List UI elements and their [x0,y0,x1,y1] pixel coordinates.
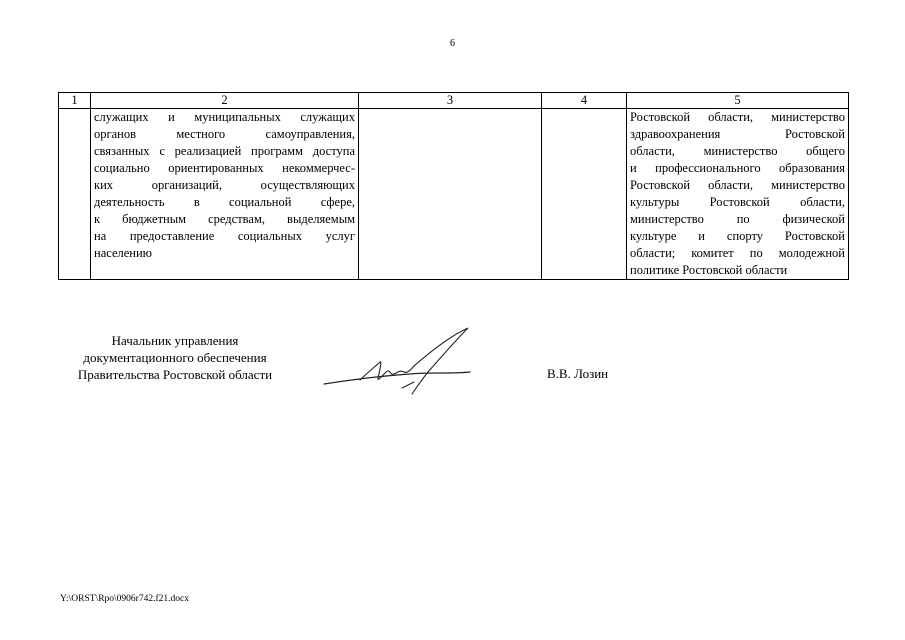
cell-text-line: области; комитет по молодежной [630,246,845,260]
cell-text-line: на предоставление социальных услуг [94,229,355,243]
file-path: Y:\ORST\Rpo\0906r742.f21.docx [60,594,189,604]
cell-col-3 [359,109,542,280]
header-col-4: 4 [542,93,627,109]
table-header-row [59,93,849,109]
signer-name: В.В. Лозин [547,366,609,381]
cell-text-line: политике Ростовской области [630,263,788,277]
page-number: 6 [450,38,455,49]
header-col-1: 1 [59,93,91,109]
cell-col-2 [91,109,359,280]
cell-col-5 [627,109,849,280]
signer-title-line: Правительства Ростовской области [77,367,273,382]
cell-col-4 [542,109,627,280]
header-col-5: 5 [627,93,849,109]
header-col-2: 2 [91,93,359,109]
header-col-3: 3 [359,93,542,109]
cell-text-line: культуре и спорту Ростовской [630,229,845,243]
cell-text-line: деятельность в социальной сфере, [94,195,355,209]
cell-text-line: и профессионального образования [630,161,845,175]
cell-text-line: служащих и муниципальных служащих [94,110,355,124]
signer-title-line: документационного обеспечения [83,350,267,365]
cell-text-line: органов местного самоуправления, [94,127,355,141]
document-table [58,92,849,280]
table-row [59,109,849,280]
cell-text-line: связанных с реализацией программ доступа [94,144,355,158]
cell-text-line: к бюджетным средствам, выделяемым [94,212,355,226]
cell-col-1 [59,109,91,280]
cell-text-line: области, министерство общего [630,144,845,158]
cell-text-line: Ростовской области, министерство [630,110,845,124]
cell-text-line: здравоохранения Ростовской [630,127,845,141]
signer-title-line: Начальник управления [111,333,239,348]
cell-text-line: социально ориентированных некоммерчес- [94,161,355,175]
cell-text-line: населению [94,246,152,260]
handwritten-signature [320,322,480,402]
cell-text-line: министерство по физической [630,212,845,226]
cell-text-line: ких организаций, осуществляющих [94,178,355,192]
signer-title [60,332,290,383]
cell-text-line: Ростовской области, министерство [630,178,845,192]
cell-text-line: культуры Ростовской области, [630,195,845,209]
